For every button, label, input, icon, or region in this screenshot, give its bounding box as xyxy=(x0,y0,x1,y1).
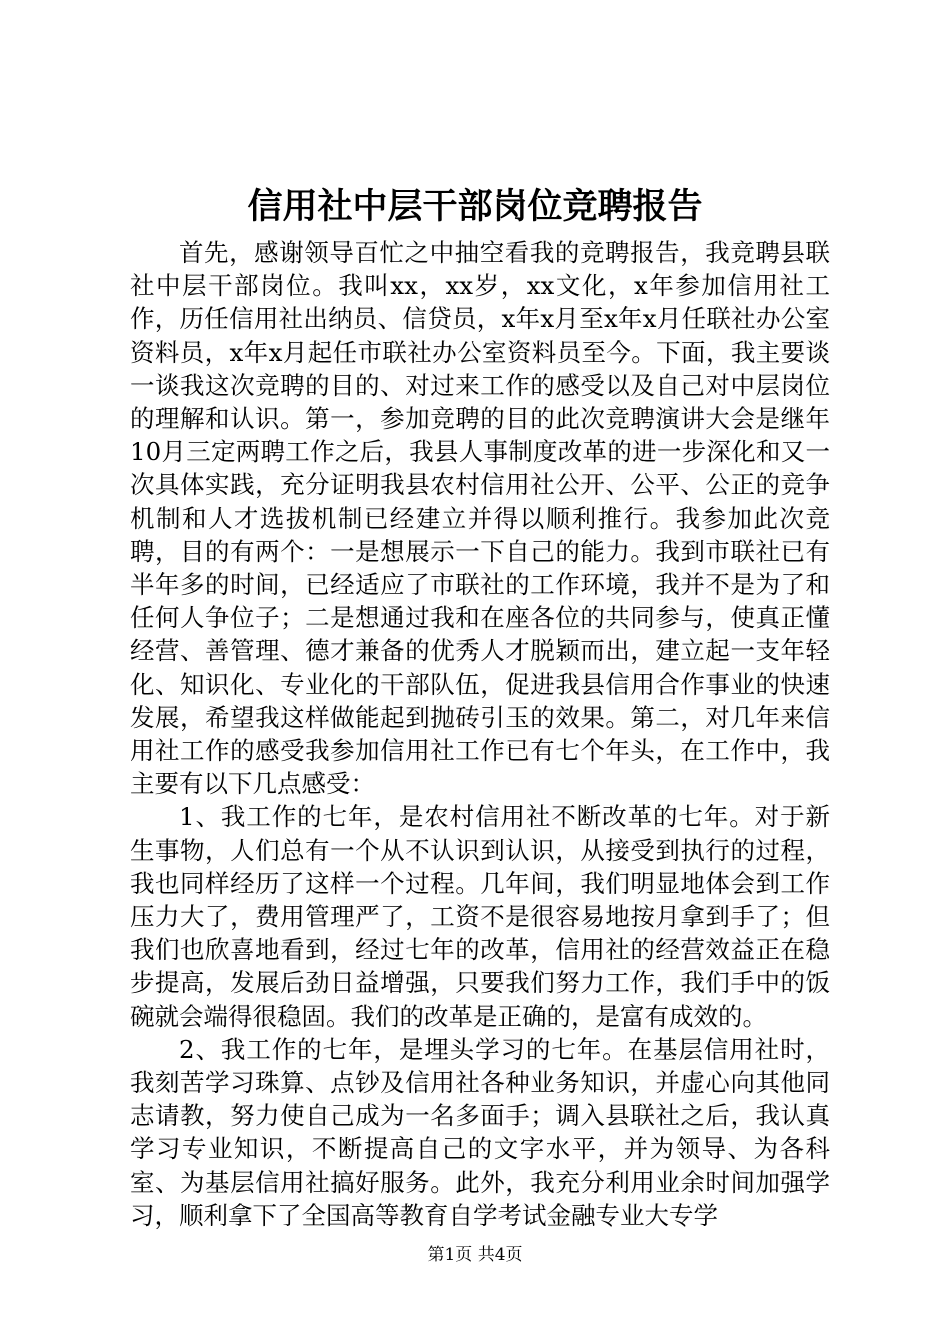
paragraph: 1、我工作的七年，是农村信用社不断改革的七年。对于新生事物，人们总有一个从不认识到认识，从接受到执行的过程，我也同样经历了这样一个过程。几年间，我们明显地体会到工作压力大了，费用管理严了，工资不是很容易地按月拿到手了；但我们也欣喜地看到，经过七年的改革，信用社的经营效益正在稳步提高，发展后劲日益增强，只要我们努力工作，我们手中的饭碗就会端得很稳固。我们的改革是正确的，是富有成效的。 xyxy=(130,802,830,1031)
paragraph: 2、我工作的七年，是埋头学习的七年。在基层信用社时，我刻苦学习珠算、点钞及信用社各种业务知识，并虚心向其他同志请教，努力使自己成为一名多面手；调入县联社之后，我认真学习专业知识，不断提高自己的文字水平，并为领导、为各科室、为基层信用社搞好服务。此外，我充分利用业余时间加强学习，顺利拿下了全国高等教育自学考试金融专业大专学 xyxy=(130,1034,830,1230)
paragraph: 首先，感谢领导百忙之中抽空看我的竞聘报告，我竞聘县联社中层干部岗位。我叫xx，xx岁，xx文化，x年参加信用社工作，历任信用社出纳员、信贷员，x年x月至x年x月任联社办公室资料员，x年x月起任市联社办公室资料员至今。下面，我主要谈一谈我这次竞聘的目的、对过来工作的感受以及自己对中层岗位的理解和认识。第一，参加竞聘的目的此次竞聘演讲大会是继年10月三定两聘工作之后，我县人事制度改革的进一步深化和又一次具体实践，充分证明我县农村信用社公开、公平、公正的竞争机制和人才选拔机制已经建立并得以顺利推行。我参加此次竞聘，目的有两个：一是想展示一下自己的能力。我到市联社已有半年多的时间，已经适应了市联社的工作环境，我并不是为了和任何人争位子；二是想通过我和在座各位的共同参与，使真正懂经营、善管理、德才兼备的优秀人才脱颖而出，建立起一支年轻化、知识化、专业化的干部队伍，促进我县信用合作事业的快速发展，希望我这样做能起到抛砖引玉的效果。第二，对几年来信用社工作的感受我参加信用社工作已有七个年头，在工作中，我主要有以下几点感受： xyxy=(130,238,830,799)
page-number-footer: 第1页 共4页 xyxy=(427,1245,523,1265)
document-body xyxy=(130,236,830,1232)
document-title: 信用社中层干部岗位竞聘报告 xyxy=(247,186,703,227)
